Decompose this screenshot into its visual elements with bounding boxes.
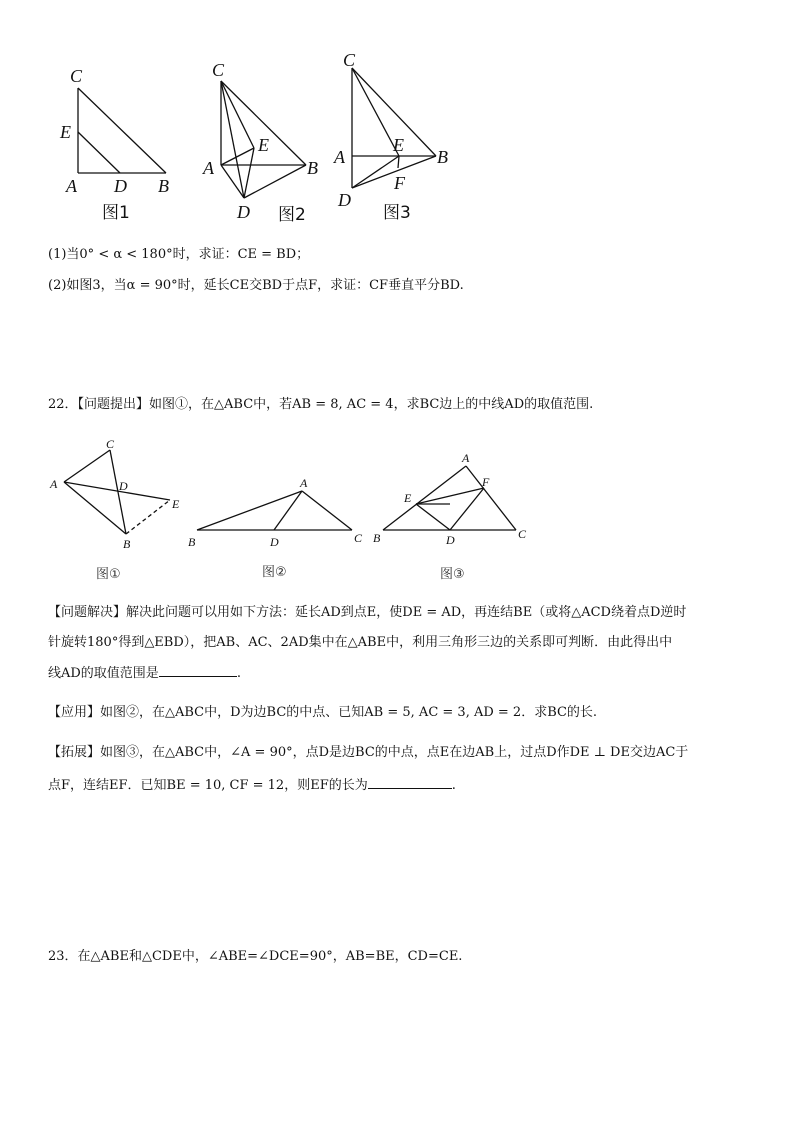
figure-2: [202, 60, 318, 225]
q22-solve-line3: [48, 664, 241, 683]
fig2-caption: 图2: [278, 205, 306, 225]
q22-solve-line2: 针旋转180°得到△EBD），把AB、AC、2AD集中在△ABE中，利用三角形三边的关系即可判断．由此得出中: [48, 635, 673, 650]
q22-solve-line3-end: .: [236, 666, 241, 681]
fig1-label-c: C: [70, 66, 83, 86]
fig2-label-b: B: [307, 158, 318, 178]
figure-3: [333, 50, 448, 223]
q22-figures: [40, 438, 540, 588]
q22-fig2-label-d: D: [270, 535, 279, 549]
q22-solve-line3-text: 线AD的取值范围是: [48, 666, 159, 681]
q22-fig3-label-a: A: [462, 451, 470, 465]
answer-blank-2: [368, 776, 452, 789]
fig3-label-a: A: [334, 147, 345, 167]
q22-fig2-caption: 图②: [262, 565, 287, 580]
q22-extend-line2-end: .: [451, 778, 456, 793]
q22-fig2-label-c: C: [354, 531, 363, 545]
q22-extend-line2: [48, 776, 456, 795]
q22-fig3-label-e: E: [404, 491, 412, 505]
q22-fig3-caption: 图③: [440, 567, 465, 582]
fig3-label-e: E: [393, 135, 404, 155]
q22-fig2-label-b: B: [188, 535, 196, 549]
q21-part1: (1)当0° < α < 180°时，求证：CE = BD；: [48, 247, 310, 262]
q22-fig1-label-a: A: [50, 477, 58, 491]
q22-extend-line2-text: 点F，连结EF．已知BE = 10, CF = 12，则EF的长为: [48, 778, 368, 793]
fig2-label-e: E: [258, 135, 269, 155]
q23-text: 23．在△ABE和△CDE中，∠ABE=∠DCE=90°，AB=BE，CD=CE.: [48, 949, 463, 964]
q22-fig2-label-a: A: [300, 476, 308, 490]
fig2-label-a: A: [203, 158, 214, 178]
q22-solve-line1: 【问题解决】解决此问题可以用如下方法：延长AD到点E，使DE = AD，再连结BE（或将△ACD绕着点D逆时: [48, 605, 687, 620]
answer-blank-1: [159, 664, 237, 677]
top-figures: [40, 48, 480, 238]
q22-fig1-label-e: E: [172, 497, 180, 511]
q21-part2: (2)如图3，当α = 90°时，延长CE交BD于点F，求证：CF垂直平分BD.: [48, 278, 464, 293]
fig3-label-d: D: [338, 190, 351, 210]
fig1-label-a: A: [66, 176, 77, 196]
q22-fig3-label-f: F: [482, 475, 490, 489]
q22-extend-line1: 【拓展】如图③，在△ABC中，∠A = 90°，点D是边BC的中点，点E在边AB上，过点D作DE ⊥ DE交边AC于: [48, 745, 689, 760]
q22-fig3-label-b: B: [373, 531, 381, 545]
fig1-label-e: E: [60, 122, 71, 142]
q22-fig3-label-c: C: [518, 527, 527, 541]
q22-fig1-label-d: D: [119, 479, 128, 493]
fig3-label-c: C: [343, 50, 356, 70]
q22-fig1-caption: 图①: [96, 567, 121, 582]
q22-figure-2: [188, 476, 363, 580]
fig3-label-f: F: [394, 173, 405, 193]
fig1-label-b: B: [158, 176, 169, 196]
q22-fig3-label-d: D: [446, 533, 455, 547]
fig1-caption: 图1: [102, 203, 130, 223]
q22-fig1-label-b: B: [123, 537, 131, 551]
fig3-caption: 图3: [383, 203, 411, 223]
figure-1: [59, 66, 169, 223]
fig2-label-d: D: [237, 202, 250, 222]
q22-intro: 22．【问题提出】如图①，在△ABC中，若AB = 8, AC = 4，求BC边上的中线AD的取值范围.: [48, 397, 594, 412]
fig1-label-d: D: [114, 176, 127, 196]
q22-apply: 【应用】如图②，在△ABC中，D为边BC的中点、已知AB = 5, AC = 3, AD = 2．求BC的长.: [48, 705, 598, 720]
fig2-label-c: C: [212, 60, 225, 80]
q22-fig1-label-c: C: [106, 438, 115, 451]
q22-figure-3: [373, 451, 527, 582]
q22-figure-1: [49, 438, 180, 582]
fig3-label-b: B: [437, 147, 448, 167]
